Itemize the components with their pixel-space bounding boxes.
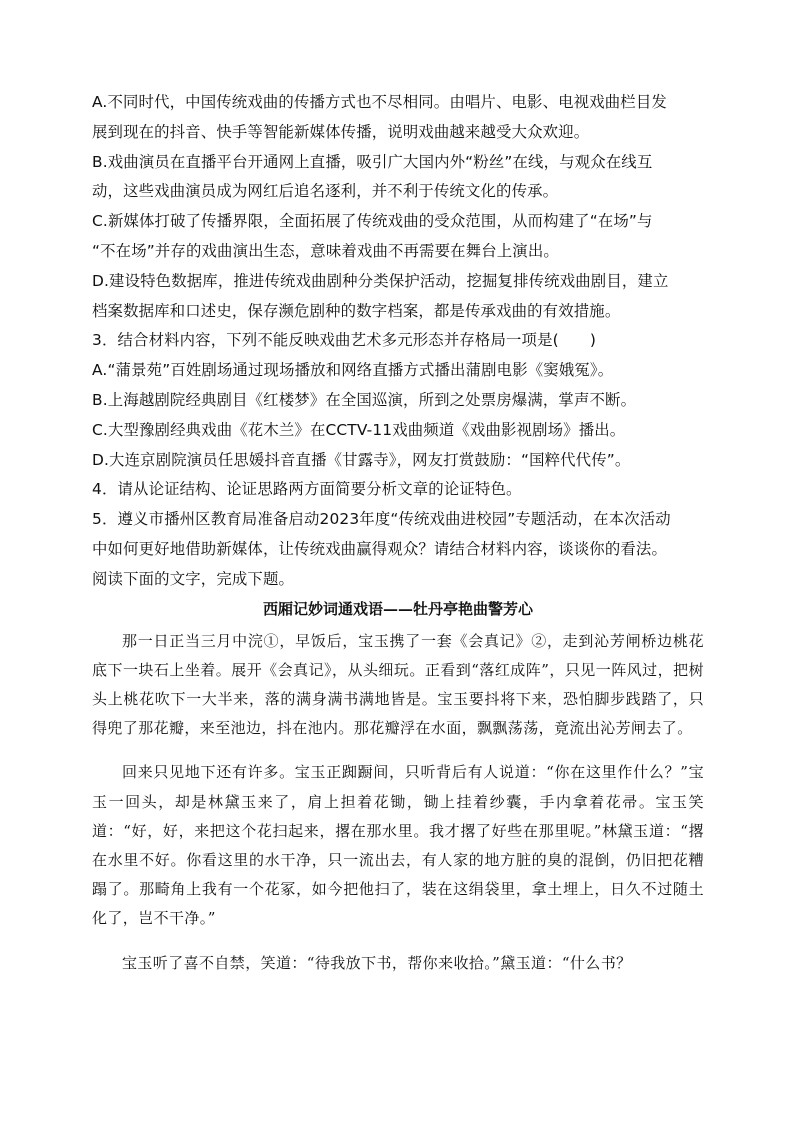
option-line: A.不同时代，中国传统戏曲的传播方式也不尽相同。由唱片、电影、电视戏曲栏目发 <box>92 93 667 111</box>
passage-paragraph: 回来只见地下还有许多。宝玉正踟蹰间，只听背后有人说道：“你在这里作什么？”宝玉一回头，却是林黛玉来了，肩上担着花锄，锄上挂着纱囊，手内拿着花帚。宝玉笑道：“好，好，来把这个花扫起来，撂在那水里。我才撂了好些在那里呢。”林黛玉道：“撂在水里不好。你看这里的水干净，只一流出去，有人家的地方脏的臭的混倒，仍旧把花糟蹋了。那畸角上我有一个花冢，如今把他扫了，装在这绢袋里，拿土埋上，日久不过随土化了，岂不干净。” <box>92 763 704 928</box>
reading-instruction: 阅读下面的文字，完成下题。 <box>92 569 295 588</box>
option-line: D.大连京剧院演员任思媛抖音直播《甘露寺》，网友打赏鼓励：“国粹代代传”。 <box>92 450 631 469</box>
option-line: B.上海越剧院经典剧目《红楼梦》在全国巡演，所到之处票房爆满，掌声不断。 <box>92 390 637 409</box>
passage-paragraph: 宝玉听了喜不自禁，笑道：“待我放下书，帮你来收拾。”黛玉道：“什么书？ <box>122 953 632 972</box>
option-line: “不在场”并存的戏曲演出生态，意味着戏曲不再需要在舞台上演出。 <box>92 241 559 260</box>
question-options-section <box>92 88 704 595</box>
option-line: B.戏曲演员在直播平台开通网上直播，吸引广大国内外“粉丝”在线，与观众在线互 <box>92 152 653 171</box>
passage-title: 西厢记妙词通戏语——牡丹亭艳曲警芳心 <box>262 599 533 618</box>
option-line: C.大型豫剧经典戏曲《花木兰》在CCTV-11戏曲频道《戏曲影视剧场》播出。 <box>92 420 626 439</box>
passage-paragraph: 那一日正当三月中浣①，早饭后，宝玉携了一套《会真记》②，走到沁芳闸桥边桃花底下一块石上坐着。展开《会真记》，从头细玩。正看到“落红成阵”，只见一阵风过，把树头上桃花吹下一大半来，落的满身满书满地皆是。宝玉要抖将下来，恐怕脚步践踏了，只得兜了那花瓣，来至池边，抖在池内。那花瓣浮在水面，飘飘荡荡，竟流出沁芳闸去了。 <box>92 631 704 738</box>
option-line: A.“蒲景苑”百姓剧场通过现场播放和网络直播方式播出蒲剧电影《窦娥冤》。 <box>92 361 614 380</box>
question-4: 4．请从论证结构、论证思路两方面简要分析文章的论证特色。 <box>92 480 522 499</box>
passage-body <box>92 627 704 978</box>
question-5-line-1: 5．遵义市播州区教育局准备启动2023年度“传统戏曲进校园”专题活动，在本次活动 <box>92 510 671 529</box>
option-line: 动，这些戏曲演员成为网红后追名逐利，并不利于传统文化的传承。 <box>92 182 559 201</box>
page-content <box>92 88 704 978</box>
option-line: C.新媒体打破了传播界限，全面拓展了传统戏曲的受众范围，从而构建了“在场”与 <box>92 212 653 231</box>
option-line: D.建设特色数据库，推进传统戏曲剧种分类保护活动，挖掘复排传统戏曲剧目，建立 <box>92 271 669 290</box>
option-line: 档案数据库和口述史，保存濒危剧种的数字档案，都是传承戏曲的有效措施。 <box>92 301 621 320</box>
question-5-line-2: 中如何更好地借助新媒体，让传统戏曲赢得观众？请结合材料内容，谈谈你的看法。 <box>92 539 668 558</box>
question-3-stem: 3．结合材料内容，下列不能反映戏曲艺术多元形态并存格局一项是( ) <box>92 331 597 350</box>
option-line: 展到现在的抖音、快手等智能新媒体传播，说明戏曲越来越受大众欢迎。 <box>92 122 590 141</box>
